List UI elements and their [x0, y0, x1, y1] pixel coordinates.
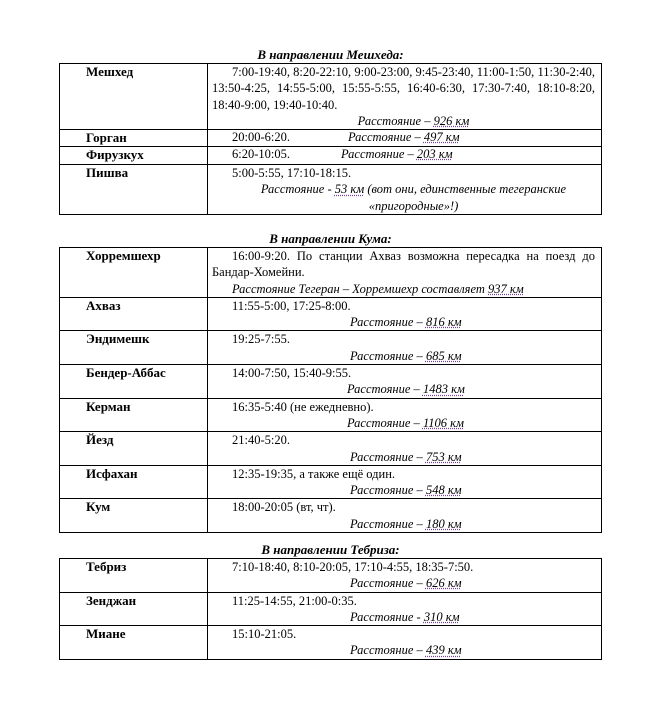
section-title-qom: В направлении Кума: [269, 231, 392, 246]
distance-value: 816 км [425, 315, 462, 330]
city-name: Кум [60, 499, 208, 533]
schedule-table-mashhad [59, 63, 602, 215]
table-row [60, 297, 602, 331]
departure-times: 7:10-18:40, 8:10-20:05, 17:10-4:55, 18:35-7:50. [232, 560, 474, 574]
route-info [208, 165, 602, 215]
table-row [60, 165, 602, 215]
distance-value: 626 км [425, 576, 462, 591]
city-name: Исфахан [60, 465, 208, 499]
city-name: Горган [60, 130, 208, 147]
city-name: Мешхед [60, 64, 208, 130]
city-name: Ахваз [60, 297, 208, 331]
departure-times: 18:00-20:05 (вт, чт). [232, 500, 336, 515]
table-row [60, 248, 602, 298]
departure-times: 15:10-21:05. [232, 627, 297, 642]
distance-value: 203 км [416, 147, 453, 162]
distance: Расстояние – 548 км [350, 483, 462, 498]
schedule-table-qom [59, 247, 602, 533]
distance: Расстояние – 626 км [350, 576, 462, 591]
distance-value: 53 км [334, 182, 365, 197]
distance-value: 926 км [433, 113, 470, 128]
distance: Расстояние – 1483 км [347, 382, 465, 397]
route-info [208, 331, 602, 365]
distance-value: 937 км [488, 281, 524, 296]
city-name: Йезд [60, 432, 208, 466]
route-info [208, 64, 602, 130]
distance: Расстояние – 1106 км [347, 415, 464, 430]
departure-times: 5:00-5:55, 17:10-18:15. [232, 166, 352, 181]
departure-times: 20:00-6:20. [232, 130, 290, 145]
distance: Расстояние - 310 км [350, 609, 460, 624]
table-row [60, 130, 602, 147]
distance-value: 497 км [423, 130, 460, 145]
table-row [60, 592, 602, 626]
distance: Расстояние – 753 км [350, 449, 462, 464]
city-name: Эндимешк [60, 331, 208, 365]
departure-times: 16:00-9:20. По станции Ахваз возможна пересадка на поезд до Бандар-Хомейни. [212, 249, 595, 280]
distance-value: 548 км [425, 483, 462, 498]
departure-times: 12:35-19:35, а также ещё один. [232, 466, 396, 481]
route-info [208, 297, 602, 331]
distance: Расстояние Тегеран – Хорремшехр составляет 937 км [232, 281, 524, 296]
distance: Расстояние - 53 км (вот они, единственные тегеранские «пригородные»!) [260, 182, 567, 213]
table-row [60, 331, 602, 365]
city-name: Тебриз [60, 559, 208, 593]
distance-value: 439 км [425, 643, 462, 658]
route-info [208, 432, 602, 466]
city-name: Зенджан [60, 592, 208, 626]
route-info [208, 465, 602, 499]
route-info [208, 365, 602, 399]
table-row [60, 64, 602, 130]
distance: Расстояние – 497 км [347, 130, 460, 145]
distance-value: 1483 км [422, 382, 465, 397]
table-row [60, 398, 602, 432]
route-info [208, 130, 602, 147]
route-info [208, 499, 602, 533]
departure-times: 11:55-5:00, 17:25-8:00. [232, 298, 351, 313]
route-info [208, 147, 602, 165]
route-info [208, 592, 602, 626]
departure-times: 21:40-5:20. [232, 433, 290, 448]
route-info [208, 626, 602, 660]
distance: Расстояние – 685 км [350, 348, 462, 363]
route-info [208, 248, 602, 298]
table-row [60, 465, 602, 499]
distance-note: (вот они, единственные тегеранские «пригородные»!) [364, 182, 567, 213]
city-name: Керман [60, 398, 208, 432]
departure-times: 14:00-7:50, 15:40-9:55. [232, 366, 352, 381]
distance: Расстояние – 816 км [350, 315, 462, 330]
table-row [60, 626, 602, 660]
departure-times: 6:20-10:05. [232, 147, 290, 162]
city-name: Фирузкух [60, 147, 208, 165]
table-row [60, 559, 602, 593]
city-name: Хорремшехр [60, 248, 208, 298]
table-row [60, 147, 602, 165]
distance-value: 685 км [425, 348, 462, 363]
route-info [208, 398, 602, 432]
distance-value: 180 км [425, 516, 462, 531]
section-title-mashhad: В направлении Мешхеда: [257, 47, 404, 62]
schedule-table-tabriz [59, 558, 602, 660]
table-row [60, 365, 602, 399]
route-info [208, 559, 602, 593]
section-title-tabriz: В направлении Тебриза: [261, 542, 400, 557]
distance-value: 310 км [423, 609, 460, 624]
distance: Расстояние – 203 км [340, 147, 453, 162]
distance-value: 1106 км [422, 415, 464, 430]
departure-times: 11:25-14:55, 21:00-0:35. [232, 593, 357, 608]
distance: Расстояние – 180 км [350, 516, 462, 531]
departure-times: 19:25-7:55. [232, 332, 290, 347]
table-row [60, 432, 602, 466]
distance-value: 753 км [425, 449, 462, 464]
city-name: Пишва [60, 165, 208, 215]
distance: Расстояние – 439 км [350, 643, 462, 658]
city-name: Миане [60, 626, 208, 660]
table-row [60, 499, 602, 533]
departure-times: 16:35-5:40 (не ежедневно). [232, 399, 374, 414]
city-name: Бендер-Аббас [60, 365, 208, 399]
departure-times: 7:00-19:40, 8:20-22:10, 9:00-23:00, 9:45-23:40, 11:00-1:50, 11:30-2:40, 13:50-4:25, 14:55-5:00, 15:55-5:55, 16:40-6:30, 17:30-7:40, 18:10-8:20, 18:40-9:00, 19:40-10:40. [212, 65, 595, 112]
distance: Расстояние – 926 км [357, 113, 470, 128]
